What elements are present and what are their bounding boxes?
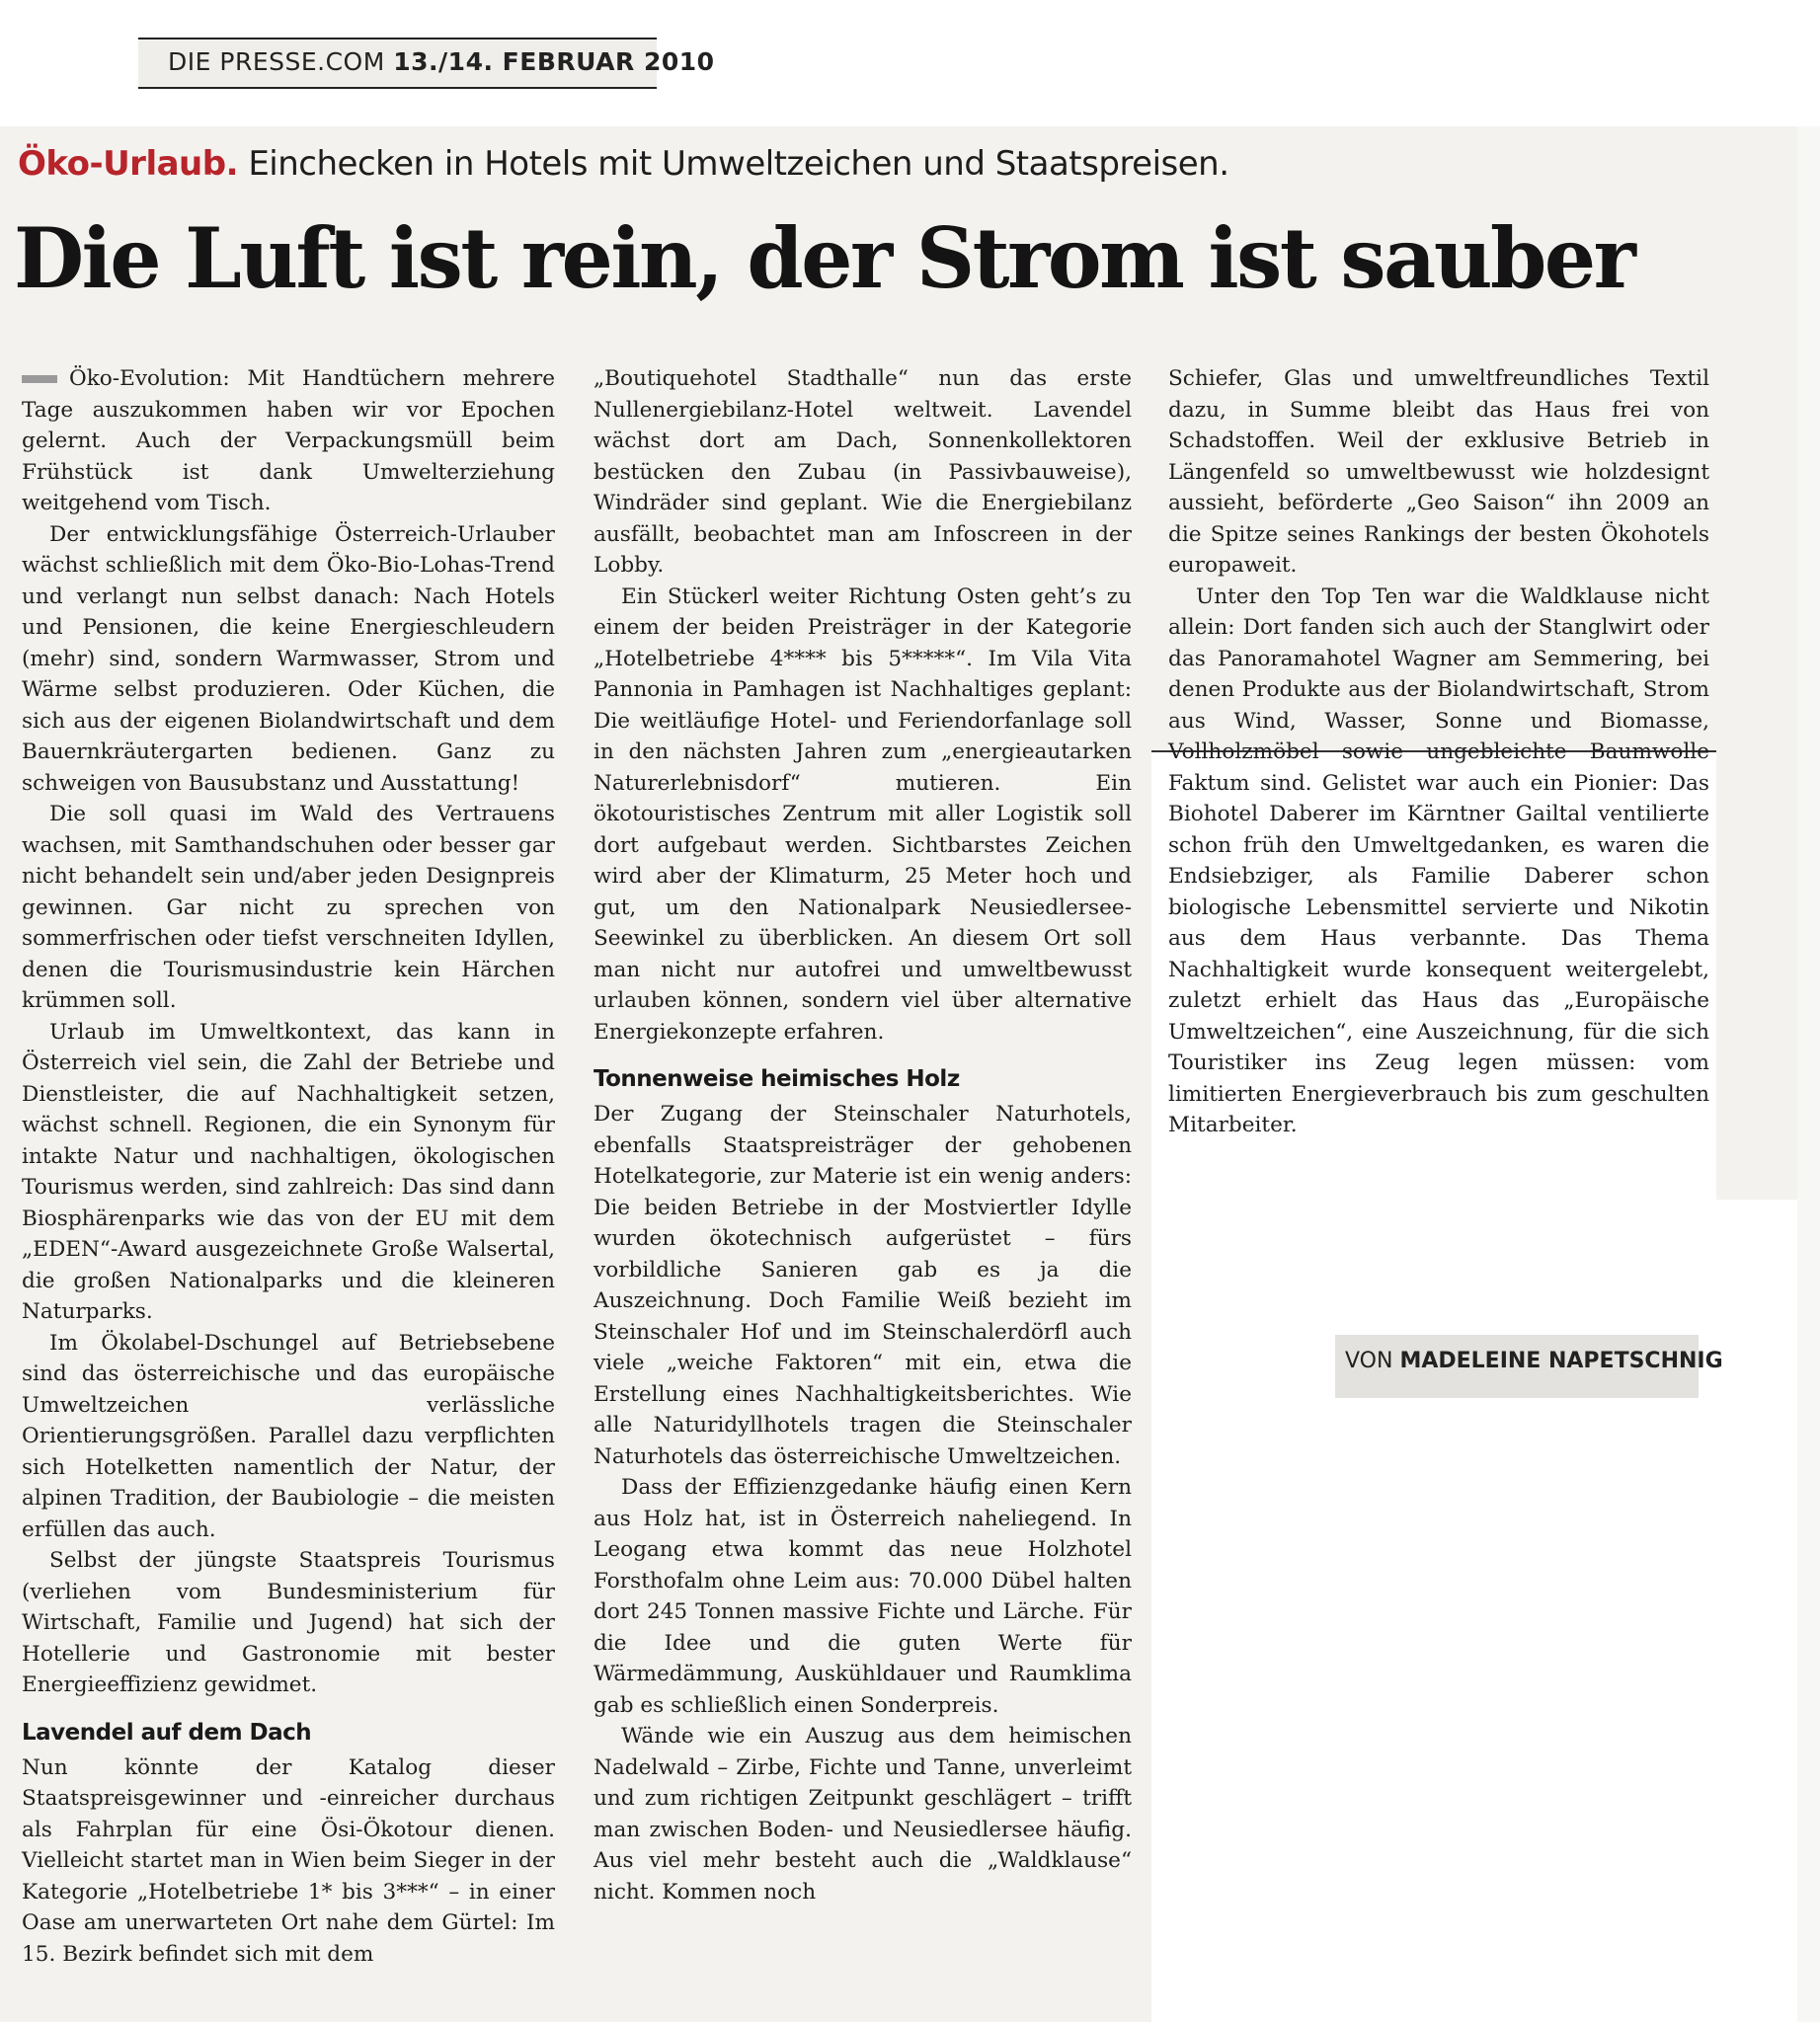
paragraph: Der entwicklungsfähige Österreich-Urlauber wächst schließlich mit dem Öko-Bio-Lohas-Trend und verlangt nun selbst danach: Nach Hotels und Pensionen, die keine Energieschleudern (mehr) sind, sondern Warmwasser, Strom und Wärme selbst produzieren. Oder Küchen, die sich aus der eigenen Biolandwirtschaft und dem Bauernkräutergarten bedienen. Ganz zu schweigen von Bausubstanz und Ausstattung! [22,521,555,796]
kicker-text: Einchecken in Hotels mit Umweltzeichen und Staatspreisen. [248,144,1229,184]
paragraph: Wände wie ein Auszug aus dem heimischen Nadelwald – Zirbe, Fichte und Tanne, unverleimt und zum richtigen Zeitpunkt geschlägert – trifft man zwischen Boden- und Neusiedlersee häufig. Aus viel mehr besteht auch die „Waldklause“ nicht. Kommen noch [593,1724,1132,1905]
blank-area [1151,1200,1797,2022]
paragraph: „Boutiquehotel Stadthalle“ nun das erste Nullenergiebilanz-Hotel weltweit. Lavendel wächst dort am Dach, Sonnenkollektoren bestücken den Zubau (in Passivbauweise), Windräder sind geplant. Wie die Energiebilanz ausfällt, beobachtet man am Infoscreen in der Lobby. [593,366,1132,578]
masthead-date: 13./14. FEBRUAR 2010 [393,47,715,76]
paragraph: Urlaub im Umweltkontext, das kann in Österreich viel sein, die Zahl der Betriebe und Dienstleister, die auf Nachhaltigkeit setzen, wächst schnell. Regionen, die ein Synonym für intakte Natur und nachhaltigen, ökologischen Tourismus werden, sind zahlreich: Das sind dann Biosphärenparks wie das von der EU mit dem „EDEN“-Award ausgezeichnete Große Walsertal, die großen Nationalparks und die kleineren Naturparks. [22,1019,555,1324]
paragraph: Im Ökolabel-Dschungel auf Betriebsebene sind das österreichische und das europäische Umweltzeichen verlässliche Orientierungsgrößen. Parallel dazu verpflichten sich Hotelketten namentlich der Natur, der alpinen Tradition, der Baubiologie – die meisten erfüllen das auch. [22,1330,555,1542]
masthead [168,47,715,76]
paragraph: Dass der Effizienzgedanke häufig einen Kern aus Holz hat, ist in Österreich naheliegend. In Leogang etwa kommt das neue Holzhotel Forsthofalm ohne Leim aus: 70.000 Dübel halten dort 245 Tonnen massive Fichte und Lärche. Für die Idee und die guten Werte für Wärmedämmung, Auskühldauer und Raumklima gab es schließlich einen Sonderpreis. [593,1475,1132,1718]
masthead-bar [138,38,715,89]
article-headline: Die Luft ist rein, der Strom ist sauber [14,209,1634,307]
article-kicker [18,144,1229,184]
paragraph: Der Zugang der Steinschaler Naturhotels, ebenfalls Staatspreisträger der gehobenen Hotelkategorie, zur Materie ist ein wenig anders: Die beiden Betriebe in der Mostviertler Idylle wurden ökotechnisch aufgerüstet – fürs vorbildliche Sanieren gab es ja die Auszeichnung. Doch Familie Weiß bezieht im Steinschaler Hof und im Steinschalerdörfl auch viele „weiche Faktoren“ mit ein, etwa die Erstellung eines Nachhaltigkeitsberichtes. Wie alle Naturidyllhotels tragen die Steinschaler Naturhotels das österreichische Umweltzeichen. [593,1102,1132,1469]
byline-name: MADELEINE NAPETSCHNIG [1399,1349,1723,1373]
paragraph: Selbst der jüngste Staatspreis Tourismus (verliehen vom Bundesministerium für Wirtschaft, Familie und Jugend) hat sich der Hotellerie und Gastronomie mit bester Energieeffizienz gewidmet. [22,1548,555,1697]
byline [1345,1349,1723,1373]
subhead: Lavendel auf dem Dach [22,1719,312,1746]
paragraph-text: Öko-Evolution: Mit Handtüchern mehrere Tage auszukommen haben wir vor Epochen gelernt. Auch der Verpackungsmüll beim Frühstück ist dank Umwelterziehung weitgehend vom Tisch. [22,366,555,515]
lead-marker [22,375,57,383]
paragraph: Die soll quasi im Wald des Vertrauens wachsen, mit Samthandschuhen oder besser gar nicht behandelt sein und/aber jeden Designpreis gewinnen. Gar nicht zu sprechen von sommerfrischen oder tiefst verschneiten Idyllen, denen die Tourismusindustrie kein Härchen krümmen soll. [22,802,555,1013]
article-column-3 [1168,363,1709,1141]
kicker-label: Öko-Urlaub. [18,144,239,184]
paragraph [22,363,555,519]
masthead-source: DIE PRESSE.COM [168,47,385,76]
paragraph: Nun könnte der Katalog dieser Staatspreisgewinner und -einreicher durchaus als Fahrplan für eine Ösi-Ökotour dienen. Vielleicht startet man in Wien beim Sieger in der Kategorie „Hotelbetriebe 1* bis 3***“ – in einer Oase am unerwarteten Ort nahe dem Gürtel: Im 15. Bezirk befindet sich mit dem [22,1754,555,1967]
paragraph: Unter den Top Ten war die Waldklause nicht allein: Dort fanden sich auch der Stanglwirt oder das Panoramahotel Wagner am Semmering, bei denen Produkte aus der Biolandwirtschaft, Strom aus Wind, Wasser, Sonne und Biomasse, Vollholzmöbel sowie ungebleichte Baumwolle Faktum sind. Gelistet war auch ein Pionier: Das Biohotel Daberer im Kärntner Gailtal ventilierte schon früh den Umweltgedanken, es waren die Endsiebziger, als Familie Daberer schon biologische Lebensmittel servierte und Nikotin aus dem Haus verbannte. Das Thema Nachhaltigkeit wurde konsequent weitergelebt, zuletzt erhielt das Haus das „Europäische Umweltzeichen“, eine Auszeichnung, für die sich Touristiker ins Zeug legen müssen: vom limitierten Energieverbrauch bis zum geschulten Mitarbeiter. [1168,583,1709,1137]
scan-margin [1797,126,1820,2022]
article-column-2 [593,363,1132,1907]
article-column-1 [22,363,555,1970]
paragraph: Ein Stückerl weiter Richtung Osten geht’s zu einem der beiden Preisträger in der Kategorie „Hotelbetriebe 4**** bis 5*****“. Im Vila Vita Pannonia in Pamhagen ist Nachhaltiges geplant: Die weitläufige Hotel- und Feriendorfanlage soll in den nächsten Jahren zum „energieautarken Naturerlebnisdorf“ mutieren. Ein ökotouristisches Zentrum mit aller Logistik soll dort aufgebaut werden. Sichtbarstes Zeichen wird aber der Klimaturm, 25 Meter hoch und gut, um den Nationalpark Neusiedlersee-Seewinkel zu überblicken. An diesem Ort soll man nicht nur autofrei und umweltbewusst urlauben können, sondern viel über alternative Energiekonzepte erfahren. [593,583,1132,1045]
subhead: Tonnenweise heimisches Holz [593,1066,960,1092]
byline-prefix: VON [1345,1349,1393,1373]
paragraph: Schiefer, Glas und umweltfreundliches Textil dazu, in Summe bleibt das Haus frei von Schadstoffen. Weil der exklusive Betrieb in Längenfeld so umweltbewusst wie holzdesignt aussieht, beförderte „Geo Saison“ ihn 2009 an die Spitze seines Rankings der besten Ökohotels europaweit. [1168,366,1709,578]
